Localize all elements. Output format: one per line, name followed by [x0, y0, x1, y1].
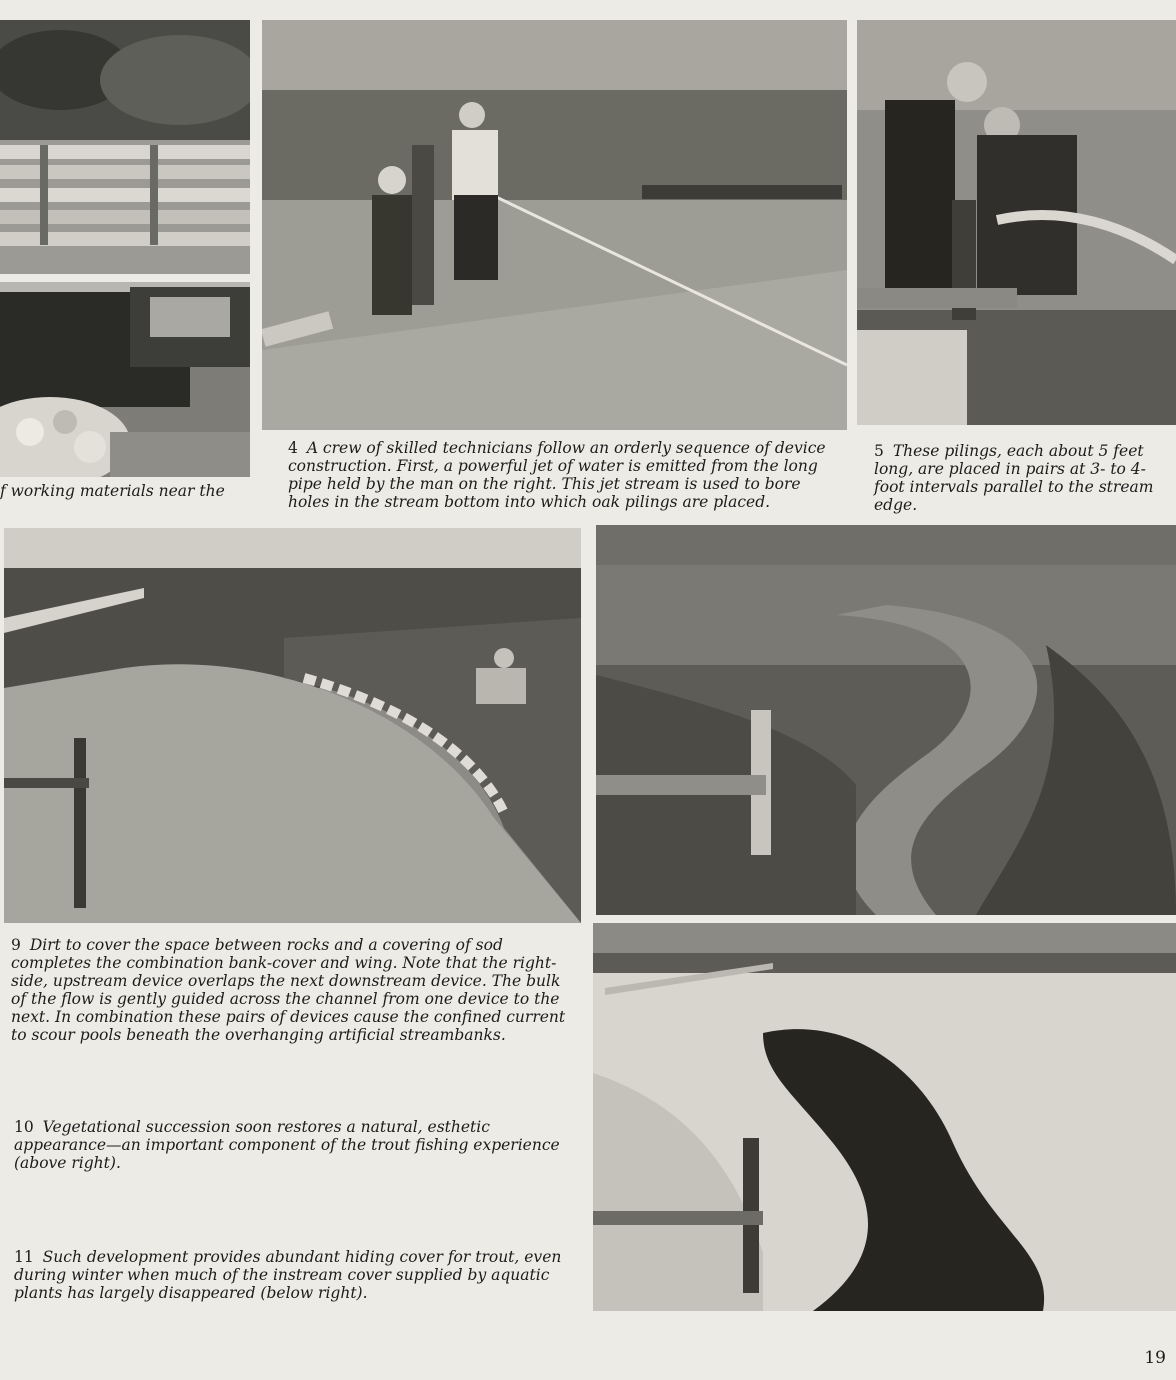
lumber-stack-photo	[0, 20, 250, 274]
caption-4	[288, 439, 844, 511]
caption-3-fragment	[0, 482, 250, 500]
caption-9	[11, 936, 576, 1044]
vegetated-stream-photo	[596, 525, 1176, 915]
caption-10-text: Vegetational succession soon restores a natural, esthetic appearance—an important component of the trout fishing experience (above right).	[14, 1118, 560, 1172]
caption-11	[14, 1248, 569, 1302]
caption-9-number: 9	[11, 936, 21, 954]
caption-10	[14, 1118, 564, 1172]
caption-10-number: 10	[14, 1118, 34, 1136]
caption-11-number: 11	[14, 1248, 34, 1266]
caption-3-text: f working materials near the	[0, 482, 225, 500]
caption-9-text: Dirt to cover the space between rocks and a covering of sod completes the combination bank-cover and wing. Note that the right-side, upstream device overlaps the next downstream device. The bulk of the flow is gently guided across the channel from one device to the next. In combination these pairs of devices cause the confined current to scour pools beneath the overhanging artificial streambanks.	[11, 936, 566, 1044]
crew-jetting-photo	[262, 20, 847, 430]
caption-4-text: A crew of skilled technicians follow an orderly sequence of device construction. First, a powerful jet of water is emitted from the long pipe held by the man on the right. This jet stream is used to bore holes in the stream bottom into which oak pilings are placed.	[288, 439, 826, 511]
completed-bank-photo	[4, 528, 581, 923]
winter-stream-photo	[593, 923, 1176, 1311]
caption-5	[874, 442, 1164, 514]
page-number: 19	[1144, 1348, 1166, 1368]
pilings-photo	[857, 20, 1176, 425]
truck-rocks-photo	[0, 282, 250, 477]
caption-5-number: 5	[874, 442, 884, 460]
caption-4-number: 4	[288, 439, 298, 457]
caption-11-text: Such development provides abundant hiding cover for trout, even during winter when much of the instream cover supplied by aquatic plants has largely disappeared (below right).	[14, 1248, 562, 1302]
caption-5-text: These pilings, each about 5 feet long, are placed in pairs at 3- to 4-foot intervals parallel to the stream edge.	[874, 442, 1154, 514]
